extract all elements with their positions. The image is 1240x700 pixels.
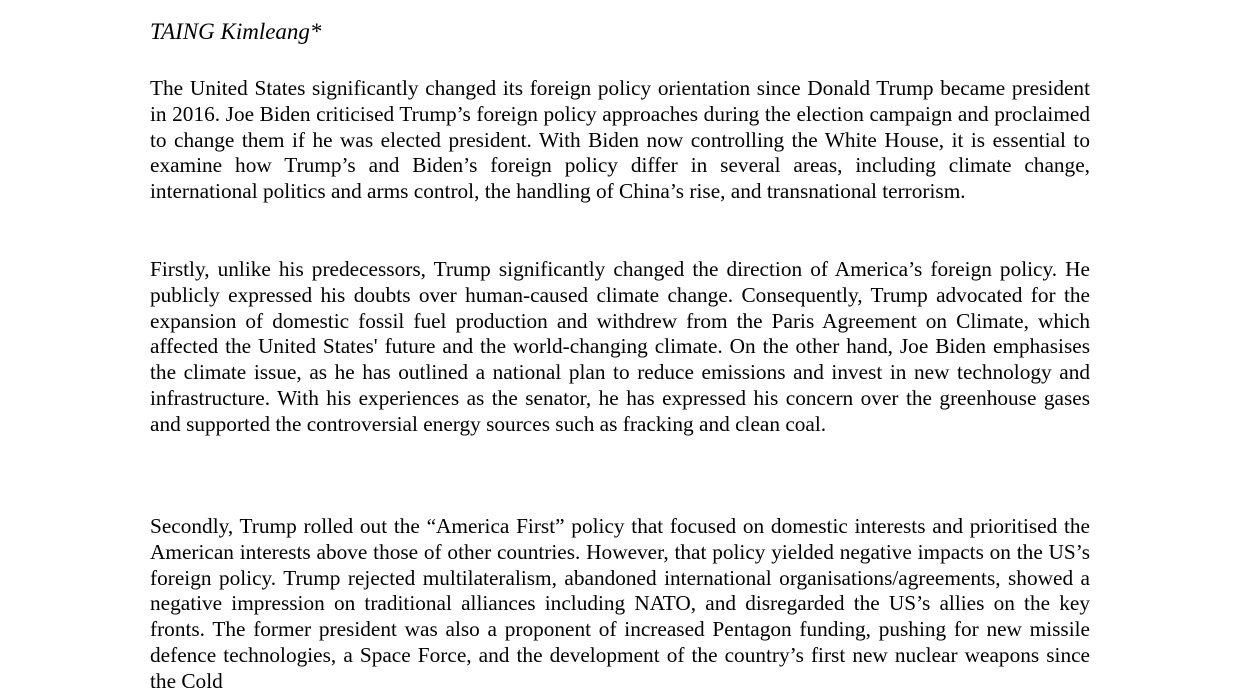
paragraph-climate: Firstly, unlike his predecessors, Trump significantly changed the direction of America’s foreign policy. He publicly expressed his doubts over human-caused climate change. Consequently, Trump advocated for the expansion of domestic fossil fuel production and withdrew from the Paris Agreement on Climate, which affected the United States' future and the world-changing climate. On the other hand, Joe Biden emphasises the climate issue, as he has outlined a national plan to reduce emissions and invest in new technology and infrastructure. With his experiences as the senator, he has expressed his concern over the greenhouse gases and supported the controversial energy sources such as fracking and clean coal. [150,257,1090,436]
author-name: TAING Kimleang* [150,19,322,44]
paragraph-america-first: Secondly, Trump rolled out the “America First” policy that focused on domestic interests and prioritised the American interests above those of other countries. However, that policy yielded negative impacts on the US’s foreign policy. Trump rejected multilateralism, abandoned international organisations/agreements, showed a negative impression on traditional alliances including NATO, and disregarded the US’s allies on the key fronts. The former president was also a proponent of increased Pentagon funding, pushing for new missile defence technologies, a Space Force, and the development of the country’s first new nuclear weapons since the Cold [150,514,1090,693]
paragraph-intro: The United States significantly changed its foreign policy orientation since Donald Trump became president in 2016. Joe Biden criticised Trump’s foreign policy approaches during the election campaign and proclaimed to change them if he was elected president. With Biden now controlling the White House, it is essential to examine how Trump’s and Biden’s foreign policy differ in several areas, including climate change, international politics and arms control, the handling of China’s rise, and transnational terrorism. [150,76,1090,204]
